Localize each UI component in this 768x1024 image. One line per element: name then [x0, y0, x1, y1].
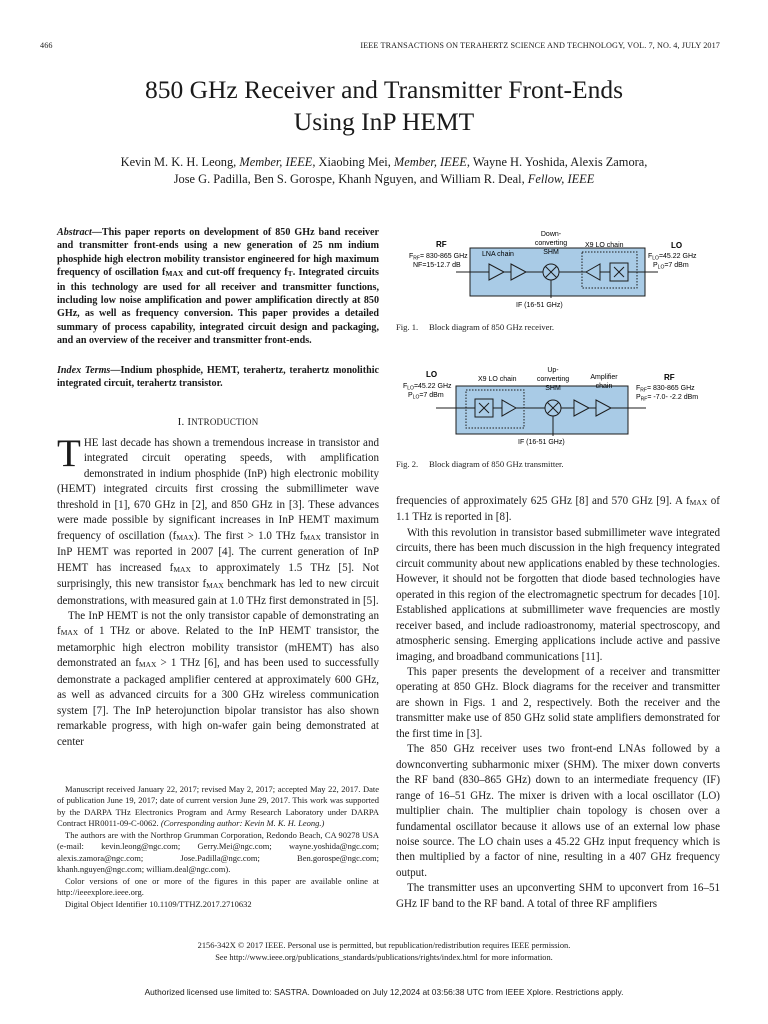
index-terms-text: —Indium phosphide, HEMT, terahertz, terahertz monolithic integrated circuit, terahertz transistor.	[57, 365, 379, 390]
abstract-text: —This paper reports on development of 850 GHz band receiver and transmitter front-ends using a new generation of 25 nm indium phosphide high electron mobility transistor engineered for high maximum frequency of oscillation f	[57, 227, 379, 279]
mixer-label-2: converting	[534, 240, 568, 247]
footnote-affiliation: The authors are with the Northrop Grumman Corporation, Redondo Beach, CA 90278 USA (e-mail: kevin.leong@ngc.com; Gerry.Mei@ngc.com; wayne.yoshida@ngc.com; alexis.zamora@ngc.com; Jose.Padilla@ngc.com; Ben.gorospe@ngc.com; khanh.nguyen@ngc.com; william.deal@ngc.com).	[57, 829, 379, 875]
if-label: IF (16-51 GHz)	[516, 302, 563, 309]
figure-2-caption: Fig. 2. Block diagram of 850 GHz transmitter.	[396, 459, 564, 469]
footnote-color: Color versions of one or more of the figures in this paper are available online at http://ieeexplore.ieee.org.	[57, 875, 379, 898]
intro-left-column	[57, 432, 380, 750]
rf-power-label: $P_{RF}= -7.0-$ -2.2 dBm	[636, 394, 699, 403]
title-line-2: Using InP HEMT	[293, 107, 475, 136]
mixer-label-3: SHM	[545, 385, 561, 392]
author-text: , Xiaobing Mei,	[312, 155, 391, 169]
mixer-label-1: Down-	[540, 231, 562, 238]
intro-paragraph-2: The InP HEMT is not the only transistor capable of demonstrating an fMAX of 1 THz or above. Related to the InP HEMT transistor, the metamorphic high electron mobility transistor (mHEMT) has also demonstrated an fMAX > 1 THz [6], and has been used to successfully demonstrate a packaged amplifier centered at approximately 600 GHz, as well as advanced circuits for a 300 GHz wireless communication system [7]. The InP heterojunction bipolar transistor has also shown remarkable progress, with high on-wafer gain being demonstrated at center	[57, 609, 380, 748]
drop-cap: T	[57, 432, 81, 475]
rf-freq-label: $F_{RF}= 830-865$ GHz	[409, 253, 468, 262]
mixer-label-2: converting	[536, 376, 570, 383]
figure-1-caption: Fig. 1. Block diagram of 850 GHz receiver.	[396, 322, 555, 332]
paper-title	[40, 74, 728, 138]
rf-nf-label: NF=15-12.7 dB	[413, 262, 461, 269]
right-paragraph-1: frequencies of approximately 625 GHz [8] and 570 GHz [9]. A fMAX of 1.1 THz is reported in [8].	[396, 495, 720, 524]
if-label: IF (16-51 GHz)	[518, 439, 565, 446]
lo-chain-label: X9 LO chain	[585, 242, 624, 249]
lo-label: LO	[426, 370, 438, 379]
mixer-label-1: Up-	[547, 367, 559, 374]
subscript: MAX	[165, 269, 184, 279]
subscript: T	[287, 269, 293, 279]
journal-header: IEEE TRANSACTIONS ON TERAHERTZ SCIENCE AND TECHNOLOGY, VOL. 7, NO. 4, JULY 2017	[360, 41, 720, 50]
section-numeral: I.	[177, 416, 188, 428]
footnote-received: Manuscript received January 22, 2017; revised May 2, 2017; accepted May 22, 2017. Date of publication June 19, 2017; date of current version June 29, 2017. This work was supported by the DARPA THz Electronics Program and Army Research Laboratory under DARPA Contract HR0011-09-C-0062. (Corresponding author: Kevin M. K. H. Leong.)	[57, 784, 379, 829]
lo-chain-label: X9 LO chain	[478, 376, 517, 383]
author-text: Kevin M. K. H. Leong,	[120, 155, 237, 169]
lo-label: LO	[671, 241, 683, 250]
title-line-1: 850 GHz Receiver and Transmitter Front-Ends	[144, 75, 624, 104]
right-paragraph-3: This paper presents the development of a receiver and transmitter operating at 850 GHz. Block diagrams for the receiver and transmitter are shown in Figs. 1 and 2, respectively. Both the receiver and the transmitter make use of 850 GHz solid state amplifiers demonstrated for the first time in [3].	[396, 665, 720, 740]
author-text: , Wayne H. Yoshida, Alexis Zamora,	[466, 155, 648, 169]
author-list	[40, 154, 728, 188]
footnote-doi: Digital Object Identifier 10.1109/TTHZ.2017.2710632	[65, 898, 252, 909]
right-paragraph-5: The transmitter uses an upconverting SHM to upconvert from 16–51 GHz IF band to the RF band. A total of three RF amplifiers	[396, 882, 720, 910]
amplifier-chain-label-2: chain	[595, 383, 613, 390]
section-title-initial: I	[187, 416, 192, 428]
index-terms-label: Index Terms	[57, 365, 111, 376]
abstract	[57, 226, 379, 348]
license-notice: Authorized licensed use limited to: SASTRA. Downloaded on July 12,2024 at 03:56:38 UTC from IEEE Xplore. Restrictions apply.	[144, 987, 624, 997]
author-role: Member, IEEE	[393, 155, 467, 169]
lna-chain-label: LNA chain	[482, 251, 514, 258]
copyright-line-1: 2156-342X © 2017 IEEE. Personal use is permitted, but republication/redistribution requires IEEE permission.	[197, 941, 571, 950]
author-text: Jose G. Padilla, Ben S. Gorospe, Khanh Nguyen, and William R. Deal,	[173, 172, 525, 186]
copyright-line-2: See http://www.ieee.org/publications_standards/publications/rights/index.html for more information.	[215, 952, 553, 962]
amplifier-chain-label-1: Amplifier	[590, 374, 618, 381]
rf-label: RF	[436, 240, 447, 249]
section-title-rest: NTRODUCTION	[191, 417, 259, 427]
section-heading	[57, 416, 379, 428]
lo-freq-label: $F_{LO}=45.22$ GHz	[648, 253, 697, 262]
rf-label: RF	[664, 373, 675, 382]
lo-power-label: $P_{LO}=7$ dBm	[408, 392, 444, 401]
abstract-label: Abstract	[57, 227, 92, 238]
index-terms	[57, 364, 379, 391]
right-paragraph-2: With this revolution in transistor based submillimeter wave integrated circuits, there has been much discussion in the high frequency integrated circuit community about new applications enabled by these technologies. However, it should not be forgotten that diode based technologies have operated in this region of the electromagnetic spectrum for decades [10]. Established applications at submillimeter wave frequencies are mostly receiver based, and include radioastronomy, material spectroscopy, and atmospheric sensing. Emerging applications include active and passive imaging, and broadband communications [11].	[396, 526, 720, 663]
author-role: Fellow, IEEE	[527, 172, 595, 186]
figure-1-receiver-diagram	[396, 228, 728, 314]
mixer-label-3: SHM	[543, 249, 559, 256]
page-number: 466	[40, 41, 53, 50]
figure-2-transmitter-diagram	[396, 364, 728, 450]
lo-power-label: $P_{LO}=7$ dBm	[653, 262, 689, 271]
lo-freq-label: $F_{LO}=45.22$ GHz	[403, 383, 452, 392]
copyright-notice	[40, 940, 728, 963]
footnote	[57, 784, 379, 910]
rf-freq-label: $F_{RF}= 830-865$ GHz	[636, 385, 695, 394]
right-column	[396, 494, 720, 912]
abstract-text: and cut-off frequency f	[183, 267, 288, 279]
intro-paragraph-1: THE last decade has shown a tremendous increase in transistor and integrated circuit operating speeds, with amplification demonstrated in indium phosphide (InP) high electronic mobility (HEMT) integrated circuits first crossing the submillimeter wave threshold in [1], 670 GHz in [2], and 850 GHz in [3]. These advances were made possible by significant increases in InP HEMT maximum frequency of oscillation (fMAX). The first > 1.0 THz fMAX transistor in InP HEMT was reported in 2007 [4]. The current generation of InP HEMT has increased fMAX to approximately 1.5 THz [5]. Not surprisingly, this new transistor fMAX benchmark has led to new circuit demonstrations, with measured gain at 1.0 THz first demonstrated in [5].	[57, 432, 380, 607]
author-role: Member, IEEE	[239, 155, 313, 169]
abstract-text: . Integrated circuits in this technology are used for all receiver and transmitter functions, including low noise amplification and power amplification directly at 850 GHz, as well as frequency conversion. This paper provides a detailed summary of process capability, integrated circuit design and packaging, and an overview of the receiver and transmitter front-ends.	[57, 267, 379, 347]
right-paragraph-4: The 850 GHz receiver uses two front-end LNAs followed by a downconverting subharmonic mixer (SHM). The mixer down converts the RF band (830–865 GHz) down to an intermediate frequency (IF) range of 16–51 GHz. The mixer is driven with a local oscillator (LO) multiplier chain. The multiplier chain topology is chosen over a fundamental oscillator because it allows use of an external low phase noise source. The LO chain uses a 45.22 GHz input frequency which is then multiplied by a factor of nine, resulting in a 407 GHz frequency output.	[396, 743, 720, 879]
